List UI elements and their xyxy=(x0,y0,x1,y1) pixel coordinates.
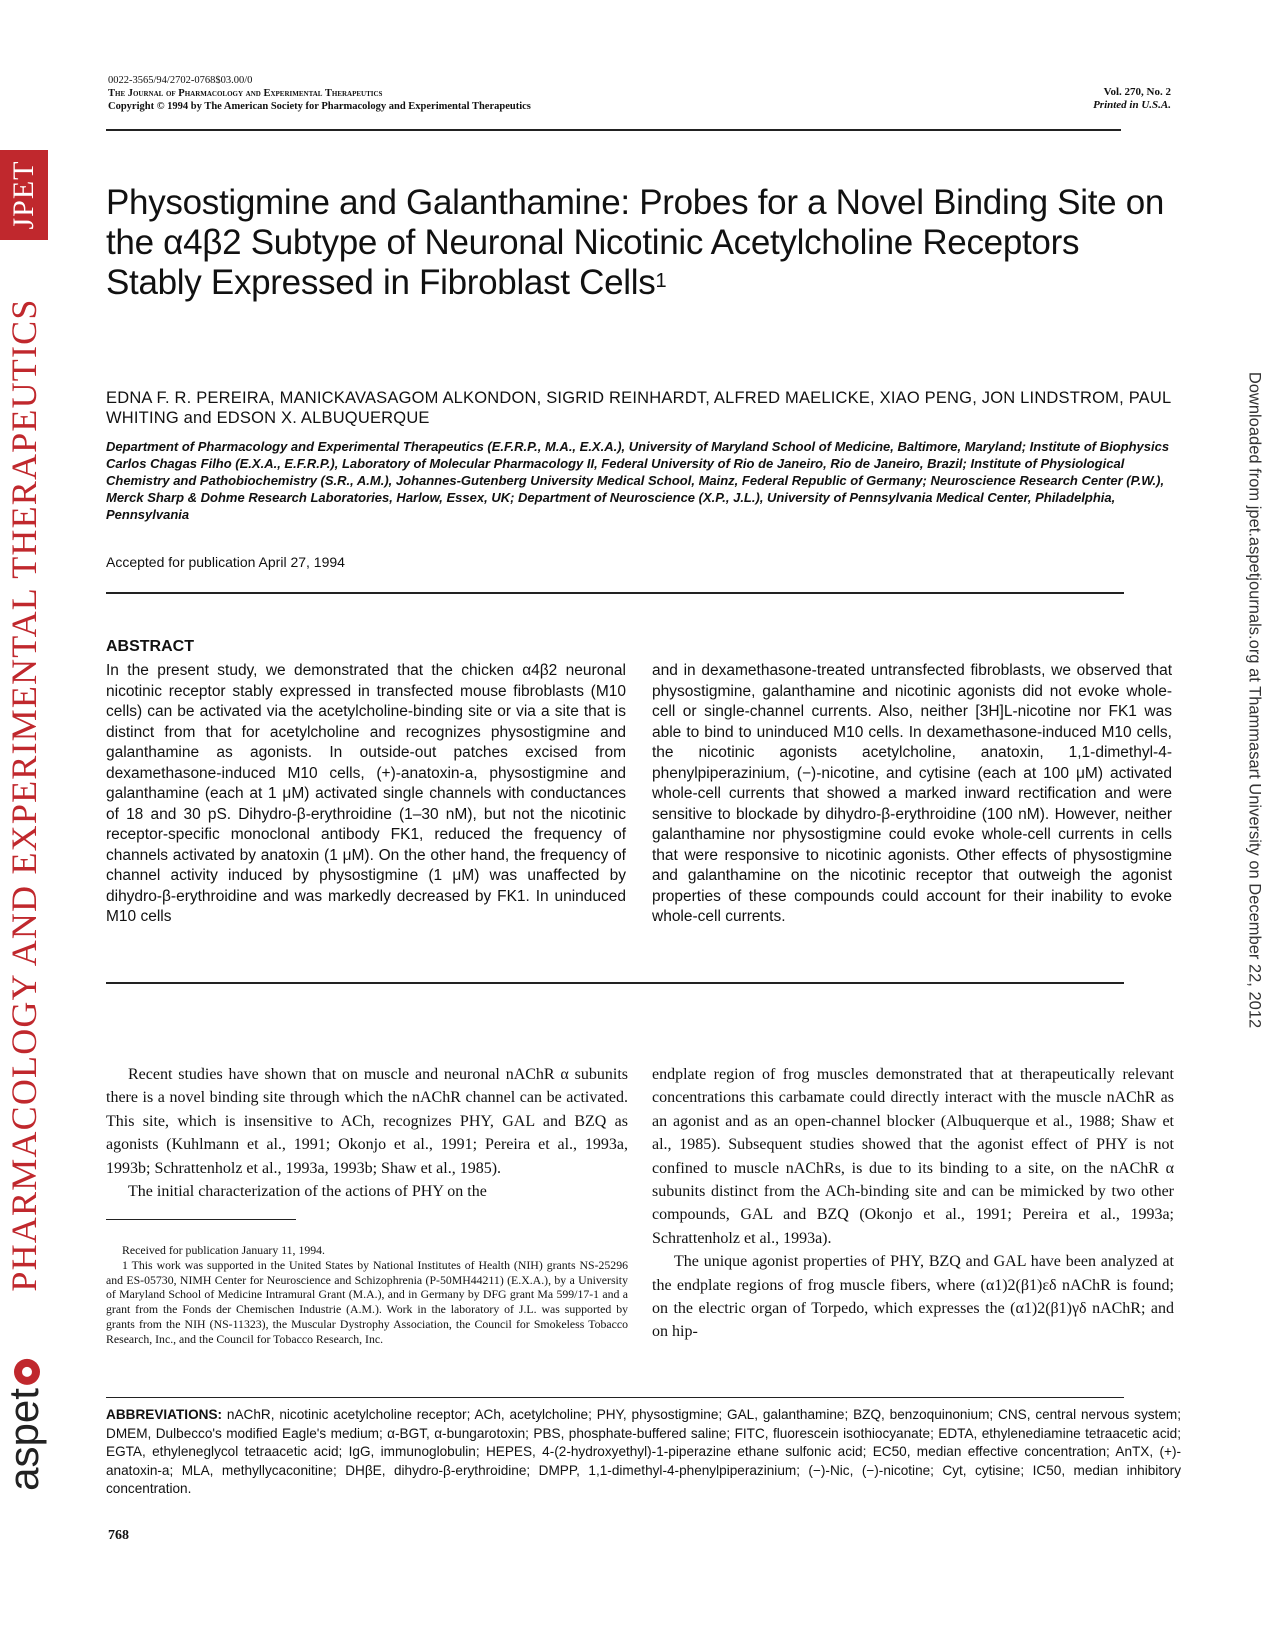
aspet-logo-text: aspet xyxy=(0,1388,47,1491)
article-title-text: Physostigmine and Galanthamine: Probes for a Novel Binding Site on the α4β2 Subtype of Neuronal Nicotinic Acetylcholine Receptors Stably Expressed in Fibroblast Cells xyxy=(106,183,1165,302)
journal-header xyxy=(108,74,808,113)
accepted-date: Accepted for publication April 27, 1994 xyxy=(106,554,345,570)
copyright: Copyright © 1994 by The American Society for Pharmacology and Experimental Therapeutics xyxy=(108,101,531,112)
title-footnote-mark: 1 xyxy=(655,270,667,292)
footnote-rule xyxy=(106,1219,296,1220)
abbreviations-text: nAChR, nicotinic acetylcholine receptor; ACh, acetylcholine; PHY, physostigmine; GAL, galanthamine; BZQ, benzoquinonium; CNS, central nervous system; DMEM, Dulbecco's modified Eagle's medium; α-BGT, α-bungarotoxin; PBS, phosphate-buffered saline; FITC, fluorescein isothiocyanate; EDTA, ethylenediamine tetraacetic acid; EGTA, ethyleneglycol tetraacetic acid; IgG, immunoglobulin; HEPES, 4-(2-hydroxyethyl)-1-piperazine ethane sulfonic acid; EC50, median effective concentration; AnTX, (+)-anatoxin-a; MLA, methyllycaconitine; DHβE, dihydro-β-erythroidine; DMPP, 1,1-dimethyl-4-phenylpiperazinium; (−)-Nic, (−)-nicotine; Cyt, cytisine; IC50, median inhibitory concentration. xyxy=(106,1407,1181,1496)
received-date: Received for publication January 11, 1994. xyxy=(122,1243,326,1257)
sidebar-journal-name: PHARMACOLOGY AND EXPERIMENTAL THERAPEUTICS xyxy=(4,298,44,1292)
body-paragraph: endplate region of frog muscles demonstrated that at therapeutically relevant concentrations this carbamate could directly interact with the muscle nAChR as an agonist and as an open-channel blocker (Albuquerque et al., 1988; Shaw et al., 1985). Subsequent studies showed that the agonist effect of PHY is not confined to muscle nAChRs, is due to its binding to a site, on the nAChR α subunits distinct from the ACh-binding site and can be mimicked by two other compounds, GAL and BZQ (Okonjo et al., 1991; Pereira et al., 1993a; Schrattenholz et al., 1993a). xyxy=(652,1066,1174,1247)
abstract-right-column: and in dexamethasone-treated untransfected fibroblasts, we observed that physostigmine, galanthamine and nicotinic agonists did not evoke whole-cell or single-channel currents. Also, neither [3H]L-nicotine nor FK1 was able to bind to uninduced M10 cells. In dexamethasone-induced M10 cells, the nicotinic agonists acetylcholine, anatoxin, 1,1-dimethyl-4-phenylpiperazinium, (−)-nicotine, and cytisine (each at 100 μM) activated whole-cell currents that showed a marked inward rectification and were sensitive to blockade by dihydro-β-erythroidine (100 nM). However, neither galanthamine nor physostigmine could evoke whole-cell currents in cells that were responsive to nicotinic agonists. Other effects of physostigmine and galanthamine on the nicotinic receptor that outweigh the agonist properties of these compounds could account for their inability to evoke whole-cell currents. xyxy=(652,662,1172,925)
abstract-bottom-rule xyxy=(106,982,1124,984)
body-paragraph: Recent studies have shown that on muscle and neuronal nAChR α subunits there is a novel binding site through which the nAChR channel can be activated. This site, which is insensitive to ACh, recognizes PHY, GAL and BZQ as agonists (Kuhlmann et al., 1991; Okonjo et al., 1991; Pereira et al., 1993a, 1993b; Schrattenholz et al., 1993a, 1993b; Shaw et al., 1985). xyxy=(106,1066,628,1177)
abstract-heading: ABSTRACT xyxy=(106,638,194,655)
volume: Vol. 270, No. 2 xyxy=(1103,86,1171,98)
article-code: 0022-3565/94/2702-0768$03.00/0 xyxy=(108,75,253,86)
volume-info xyxy=(971,86,1171,112)
abbreviations xyxy=(106,1406,1181,1499)
jpet-badge-label: JPET xyxy=(7,160,40,230)
header-rule xyxy=(106,129,1121,131)
page-number: 768 xyxy=(108,1528,129,1543)
author-list: EDNA F. R. PEREIRA, MANICKAVASAGOM ALKONDON, SIGRID REINHARDT, ALFRED MAELICKE, XIAO PENG, JON LINDSTROM, PAUL WHITING and EDSON X. ALBUQUERQUE xyxy=(106,389,1171,427)
printed-in: Printed in U.S.A. xyxy=(1093,99,1171,111)
body-paragraph: The unique agonist properties of PHY, BZQ and GAL have been analyzed at the endplate regions of frog muscle fibers, where (α1)2(β1)εδ nAChR is found; on the electric organ of Torpedo, which expresses the (α1)2(β1)γδ nAChR; and on hip- xyxy=(652,1253,1174,1341)
footnotes xyxy=(106,1243,628,1347)
abstract-top-rule xyxy=(106,592,1124,594)
journal-name: The Journal of Pharmacology and Experimental Therapeutics xyxy=(108,88,383,99)
affiliations: Department of Pharmacology and Experimental Therapeutics (E.F.R.P., M.A., E.X.A.), University of Maryland School of Medicine, Baltimore, Maryland; Institute of Biophysics Carlos Chagas Filho (E.X.A., E.F.R.P.), Laboratory of Molecular Pharmacology II, Federal University of Rio de Janeiro, Rio de Janeiro, Brazil; Institute of Physiological Chemistry and Pathobiochemistry (S.R., A.M.), Johannes-Gutenberg University Medical School, Mainz, Federal Republic of Germany; Neuroscience Research Center (P.W.), Merck Sharp & Dohme Research Laboratories, Harlow, Essex, UK; Department of Neuroscience (X.P., J.L.), University of Pennsylvania Medical Center, Philadelphia, Pennsylvania xyxy=(106,439,1170,522)
body-paragraph: The initial characterization of the actions of PHY on the xyxy=(128,1183,487,1201)
body-right-column xyxy=(652,1063,1174,1344)
download-note: Downloaded from jpet.aspetjournals.org at Thammasart University on December 22, 2012 xyxy=(1245,371,1264,1029)
funding-footnote: 1 This work was supported in the United States by National Institutes of Health (NIH) grants NS-25296 and ES-05730, NIMH Center for Neuroscience and Schizophrenia (P-50MH44211) (E.X.A.), by a University of Maryland School of Medicine Intramural Grant (M.A.), and in Germany by DFG grant Ma 599/17-1 and a grant from the Fonds der Chemischen Industrie (A.M.). Work in the laboratory of J.L. was supported by grants from the NIH (NS-11323), the Muscular Dystrophy Association, the Council for Smokeless Tobacco Research, Inc., and the Council for Tobacco Research, Inc. xyxy=(106,1257,628,1346)
sidebar xyxy=(0,0,50,1651)
aspet-logo-icon xyxy=(14,1359,40,1385)
abstract-left-column: In the present study, we demonstrated that the chicken α4β2 neuronal nicotinic receptor stably expressed in transfected mouse fibroblasts (M10 cells) can be activated via the acetylcholine-binding site or via a site that is distinct from that for acetylcholine and recognizes physostigmine and galanthamine as agonists. In outside-out patches excised from dexamethasone-induced M10 cells, (+)-anatoxin-a, physostigmine and galanthamine (each at 1 μM) activated single channels with conductances of 18 and 30 pS. Dihydro-β-erythroidine (1–30 nM), but not the nicotinic receptor-specific monoclonal antibody FK1, reduced the frequency of channels activated by anatoxin (1 μM). On the other hand, the frequency of channel activity induced by physostigmine (1 μM) was unaffected by dihydro-β-erythroidine and was markedly decreased by FK1. In uninduced M10 cells xyxy=(106,662,626,925)
abbreviations-rule xyxy=(106,1397,1124,1398)
abbreviations-heading: ABBREVIATIONS: xyxy=(106,1407,223,1422)
article-title xyxy=(106,183,1176,303)
aspet-logo xyxy=(0,1359,48,1491)
body-left-column xyxy=(106,1063,628,1203)
